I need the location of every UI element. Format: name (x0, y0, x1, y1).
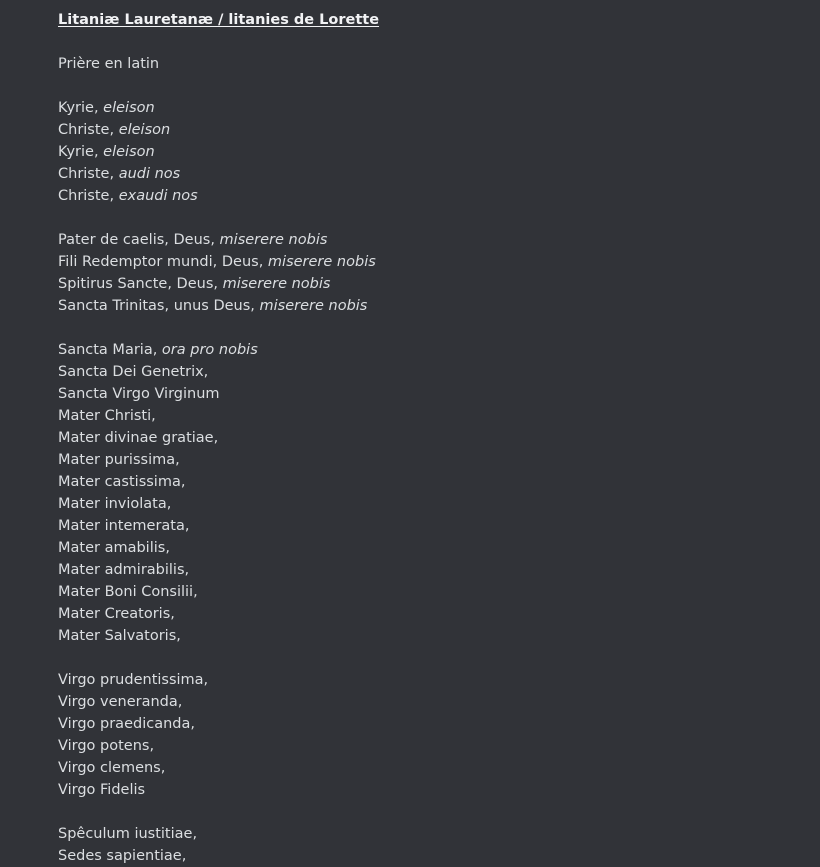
blank-line (58, 801, 798, 823)
litany-line (58, 845, 798, 867)
litany-line (58, 823, 798, 845)
invocation-text: Mater admirabilis, (58, 562, 190, 578)
litany-line (58, 427, 798, 449)
litany-blocks (58, 97, 798, 867)
litany-line (58, 185, 798, 207)
response-text: exaudi nos (118, 188, 198, 204)
litany-line (58, 163, 798, 185)
invocation-text: Mater Christi, (58, 408, 156, 424)
litany-line (58, 251, 798, 273)
litany-line (58, 339, 798, 361)
blank-line (58, 75, 798, 97)
invocation-text: Mater intemerata, (58, 518, 190, 534)
message-content (58, 9, 798, 867)
invocation-text: Mater castissima, (58, 474, 186, 490)
litany-line (58, 559, 798, 581)
litany-line (58, 119, 798, 141)
litany-line (58, 603, 798, 625)
invocation-text: Spitirus Sancte, Deus, (58, 276, 223, 292)
blank-line (58, 647, 798, 669)
litany-line (58, 537, 798, 559)
invocation-text: Mater purissima, (58, 452, 180, 468)
invocation-text: Mater Salvatoris, (58, 628, 181, 644)
invocation-text: Sancta Maria, (58, 342, 162, 358)
invocation-text: Christe, (58, 122, 119, 138)
invocation-text: Mater amabilis, (58, 540, 170, 556)
invocation-text: Christe, (58, 166, 119, 182)
blank-line (58, 207, 798, 229)
invocation-text: Sancta Virgo Virginum (58, 386, 220, 402)
invocation-text: Mater inviolata, (58, 496, 172, 512)
invocation-text: Virgo clemens, (58, 760, 166, 776)
litany-line (58, 515, 798, 537)
litany-line (58, 449, 798, 471)
invocation-text: Virgo prudentissima, (58, 672, 209, 688)
response-text: eleison (118, 122, 171, 138)
message-title: Litaniæ Lauretanæ / litanies de Lorette (58, 12, 380, 28)
litany-line (58, 141, 798, 163)
invocation-text: Spêculum iustitiae, (58, 826, 198, 842)
litany-line (58, 625, 798, 647)
litany-line (58, 493, 798, 515)
invocation-text: Sedes sapientiae, (58, 848, 187, 864)
litany-line (58, 691, 798, 713)
invocation-text: Kyrie, (58, 144, 104, 160)
invocation-text: Christe, (58, 188, 119, 204)
litany-line (58, 361, 798, 383)
invocation-text: Virgo Fidelis (58, 782, 146, 798)
litany-line (58, 669, 798, 691)
invocation-text: Mater Boni Consilii, (58, 584, 198, 600)
litany-line (58, 735, 798, 757)
message-subtitle: Prière en latin (58, 56, 160, 72)
response-text: audi nos (118, 166, 181, 182)
litany-line (58, 295, 798, 317)
response-text: miserere nobis (259, 298, 368, 314)
invocation-text: Fili Redemptor mundi, Deus, (58, 254, 268, 270)
litany-line (58, 581, 798, 603)
invocation-text: Virgo potens, (58, 738, 155, 754)
response-text: eleison (103, 144, 155, 160)
response-text: miserere nobis (219, 232, 328, 248)
litany-line (58, 471, 798, 493)
litany-line (58, 97, 798, 119)
invocation-text: Mater Creatoris, (58, 606, 175, 622)
litany-line (58, 405, 798, 427)
invocation-text: Sancta Trinitas, unus Deus, (58, 298, 260, 314)
blank-line (58, 317, 798, 339)
response-text: eleison (103, 100, 155, 116)
litany-line (58, 757, 798, 779)
response-text: miserere nobis (222, 276, 331, 292)
invocation-text: Sancta Dei Genetrix, (58, 364, 209, 380)
blank-line (58, 31, 798, 53)
response-text: miserere nobis (267, 254, 376, 270)
response-text: ora pro nobis (161, 342, 258, 358)
litany-line (58, 779, 798, 801)
litany-line (58, 713, 798, 735)
invocation-text: Virgo veneranda, (58, 694, 183, 710)
invocation-text: Virgo praedicanda, (58, 716, 195, 732)
invocation-text: Mater divinae gratiae, (58, 430, 219, 446)
litany-line (58, 383, 798, 405)
litany-line (58, 229, 798, 251)
litany-line (58, 273, 798, 295)
invocation-text: Kyrie, (58, 100, 104, 116)
invocation-text: Pater de caelis, Deus, (58, 232, 220, 248)
